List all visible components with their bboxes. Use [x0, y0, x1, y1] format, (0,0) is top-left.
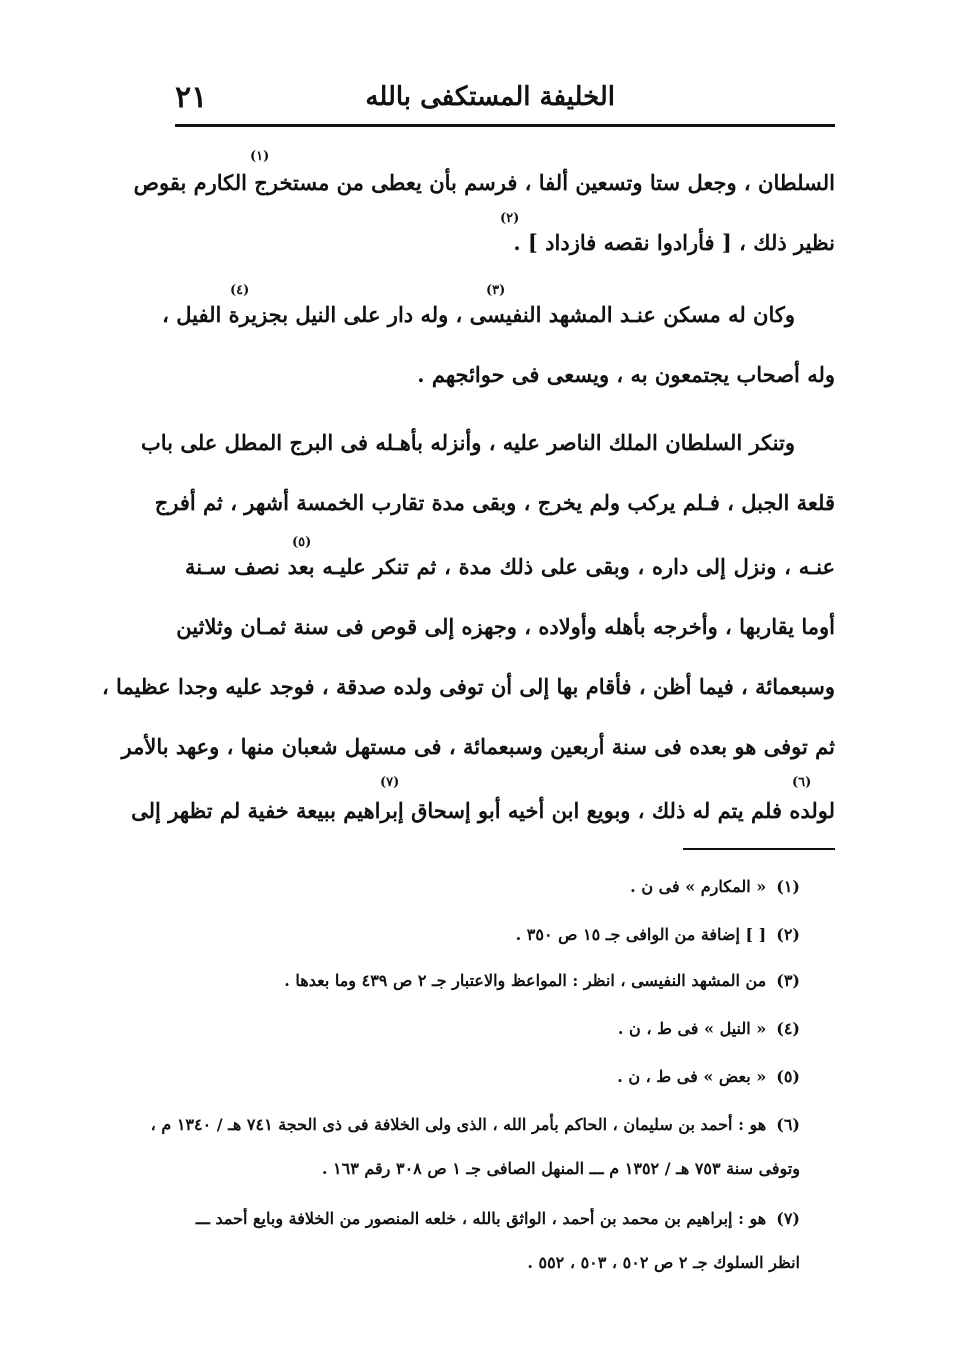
footnote-2: [150, 922, 800, 948]
footnote-text: « بعض » فى ط ، ن .: [617, 1067, 767, 1086]
body-line: وله أصحاب يجتمعون به ، ويسعى فى حوائجهم .: [417, 362, 835, 387]
footnote-text: « المكارم » فى ن .: [630, 877, 767, 896]
footnote-6-continuation: [140, 1156, 800, 1182]
note-marker-5: (٥): [292, 535, 312, 550]
footnote-number: (٣): [776, 971, 800, 990]
footnote-text: [ ] إضافة من الوافى جـ ١٥ ص ٣٥٠ .: [515, 925, 767, 944]
footnote-6: [150, 1112, 800, 1138]
note-marker-7: (٧): [380, 775, 400, 790]
page-header: [175, 70, 835, 120]
footnote-7: [150, 1206, 800, 1232]
header-rule: [175, 124, 835, 127]
footnote-number: (٧): [776, 1209, 800, 1228]
body-line: نظير ذلك ، [ فأرادوا نقصه فازداد ] .: [513, 230, 835, 255]
footnote-text: « النيل » فى ط ، ن .: [617, 1019, 767, 1038]
body-line: وتنكر السلطان الملك الناصر عليه ، وأنزله بأهـله فى البرج المطل على باب: [141, 430, 795, 455]
footnote-text: من المشهد النفيسى ، انظر : المواعظ والاعتبار جـ ٢ ص ٤٣٩ وما بعدها .: [284, 971, 767, 990]
note-marker-4: (٤): [230, 283, 250, 298]
body-line: قلعة الجبل ، فـلم يركب ولم يخرج ، وبقى مدة تقارب الخمسة أشهر ، ثم أفرج: [154, 490, 835, 515]
note-marker-6: (٦): [792, 775, 812, 790]
footnote-7-continuation: [140, 1250, 800, 1276]
footnote-text: هو : أحمد بن سليمان ، الحاكم بأمر الله ، الذى ولى الخلافة فى ذى الحجة ٧٤١ هـ / ١٣٤٠ م ،: [150, 1115, 767, 1134]
footnote-rule: [683, 848, 835, 850]
note-marker-2: (٢): [500, 211, 520, 226]
footnote-5: [150, 1064, 800, 1090]
body-line: لولده فلم يتم له ذلك ، وبويع ابن أخيه أبو إسحاق إبراهيم ببيعة خفية لم تظهر إلى: [131, 798, 835, 823]
note-marker-1: (١): [250, 149, 270, 164]
footnote-text: هو : إبراهيم بن محمد بن أحمد ، الواثق بالله ، خلعه المنصور من الخلافة وبايع أحمد ـــ: [195, 1209, 767, 1228]
body-line: وسبعمائة ، فيما أظن ، فأقام بها إلى أن توفى ولده صدقة ، فوجد عليه وجدا عظيما ،: [101, 674, 835, 699]
page-number: ٢١: [175, 80, 208, 115]
body-line: عنـه ، ونزل إلى داره ، وبقى على ذلك مدة ، ثم تنكر عليـه بعد نصف سـنة: [185, 554, 835, 579]
body-line: السلطان ، وجعل ستا وتسعين ألفا ، فرسم بأن يعطى من مستخرج الكارم بقوص: [133, 170, 835, 195]
note-marker-3: (٣): [486, 283, 506, 298]
footnote-number: (٥): [776, 1067, 800, 1086]
footnote-text: وتوفى سنة ٧٥٣ هـ / ١٣٥٢ م ـــ المنهل الصافى جـ ١ ص ٣٠٨ رقم ١٦٣ .: [321, 1159, 800, 1178]
running-title: الخليفة المستكفى بالله: [365, 82, 615, 112]
body-line: أوما يقاربها ، وأخرجه بأهله وأولاده ، وجهزه إلى قوص فى سنة ثمـان وثلاثين: [176, 614, 835, 639]
footnote-1: [150, 874, 800, 900]
footnote-number: (٤): [776, 1019, 800, 1038]
footnote-number: (٦): [776, 1115, 800, 1134]
body-line: ثم توفى هو بعده فى سنة أربعين وسبعمائة ، فى مستهل شعبان منها ، وعهد بالأمر: [121, 734, 835, 759]
footnote-4: [150, 1016, 800, 1042]
footnote-number: (١): [776, 877, 800, 896]
body-line: وكان له مسكن عنـد المشهد النفيسى ، وله دار على النيل بجزيرة الفيل ،: [162, 302, 795, 327]
footnote-3: [150, 968, 800, 994]
footnote-text: انظر السلوك جـ ٢ ص ٥٠٢ ، ٥٠٣ ، ٥٥٢ .: [527, 1253, 800, 1272]
footnote-number: (٢): [776, 925, 800, 944]
